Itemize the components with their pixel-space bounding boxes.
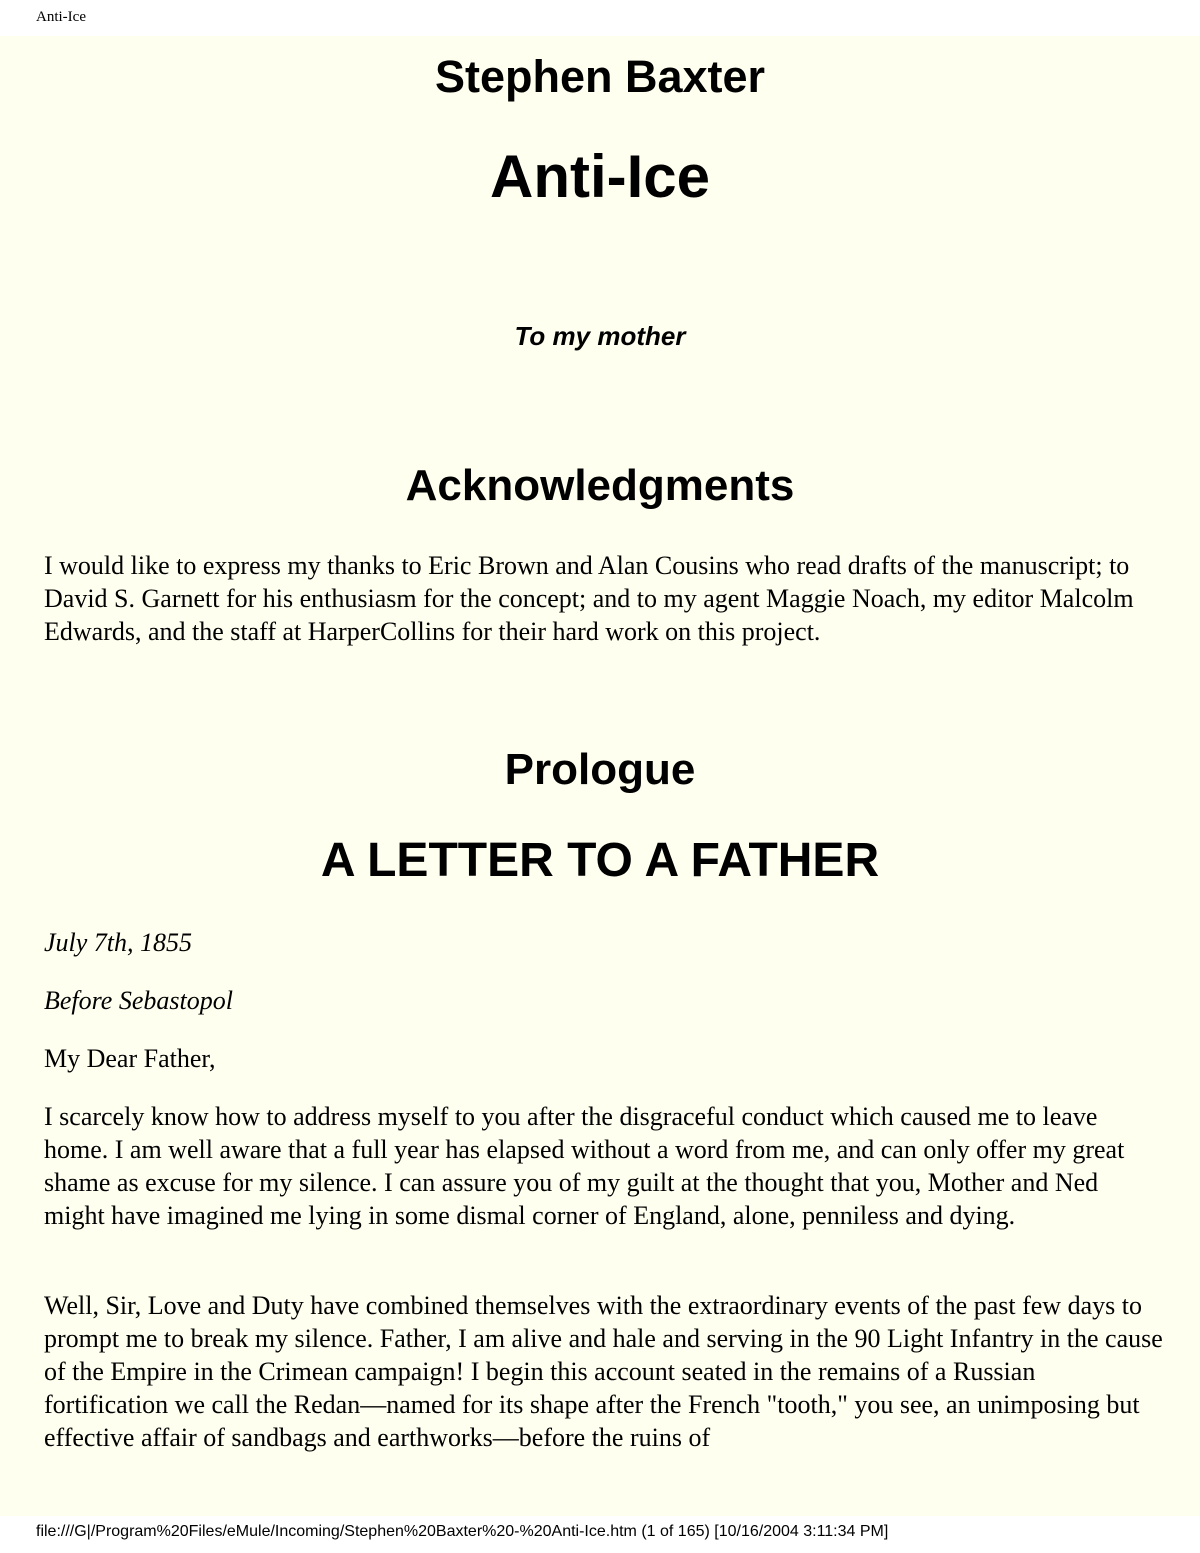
prologue-heading: Prologue <box>504 745 696 794</box>
letter-place: Before Sebastopol <box>44 986 233 1015</box>
chapter-title: A LETTER TO A FATHER <box>320 834 880 887</box>
author-name: Stephen Baxter <box>434 51 766 102</box>
print-footer-url: file:///G|/Program%20Files/eMule/Incoming/Stephen%20Baxter%20-%20Anti-Ice.htm (1 of 165) [10/16/2004 3:11:34 PM] <box>36 1523 889 1540</box>
book-title: Anti-Ice <box>489 143 711 210</box>
letter-date: July 7th, 1855 <box>44 928 193 957</box>
letter-salutation: My Dear Father, <box>44 1044 216 1073</box>
print-header-title: Anti-Ice <box>36 9 86 25</box>
document-page <box>0 36 1200 1516</box>
letter-paragraph: Well, Sir, Love and Duty have combined themselves with the extraordinary events of the past few days to prompt me to break my silence. Father, I am alive and hale and serving in the 90 Light Infantry in the cause of the Empire in the Crimean campaign! I begin this account seated in the remains of a Russian fortification we call the Redan—named for its shape after the French "tooth," you see, an unimposing but effective affair of sandbags and earthworks—before the ruins of <box>44 1291 1163 1452</box>
acknowledgments-heading: Acknowledgments <box>405 461 795 510</box>
dedication: To my mother <box>514 321 686 351</box>
letter-paragraph: I scarcely know how to address myself to you after the disgraceful conduct which caused me to leave home. I am well aware that a full year has elapsed without a word from me, and can only offer my great shame as excuse for my silence. I can assure you of my guilt at the thought that you, Mother and Ned might have imagined me lying in some dismal corner of England, alone, penniless and dying. <box>44 1102 1125 1230</box>
acknowledgments-text: I would like to express my thanks to Eric Brown and Alan Cousins who read drafts of the manuscript; to David S. Garnett for his enthusiasm for the concept; and to my agent Maggie Noach, my editor Malcolm Edwards, and the staff at HarperCollins for their hard work on this project. <box>44 551 1134 646</box>
